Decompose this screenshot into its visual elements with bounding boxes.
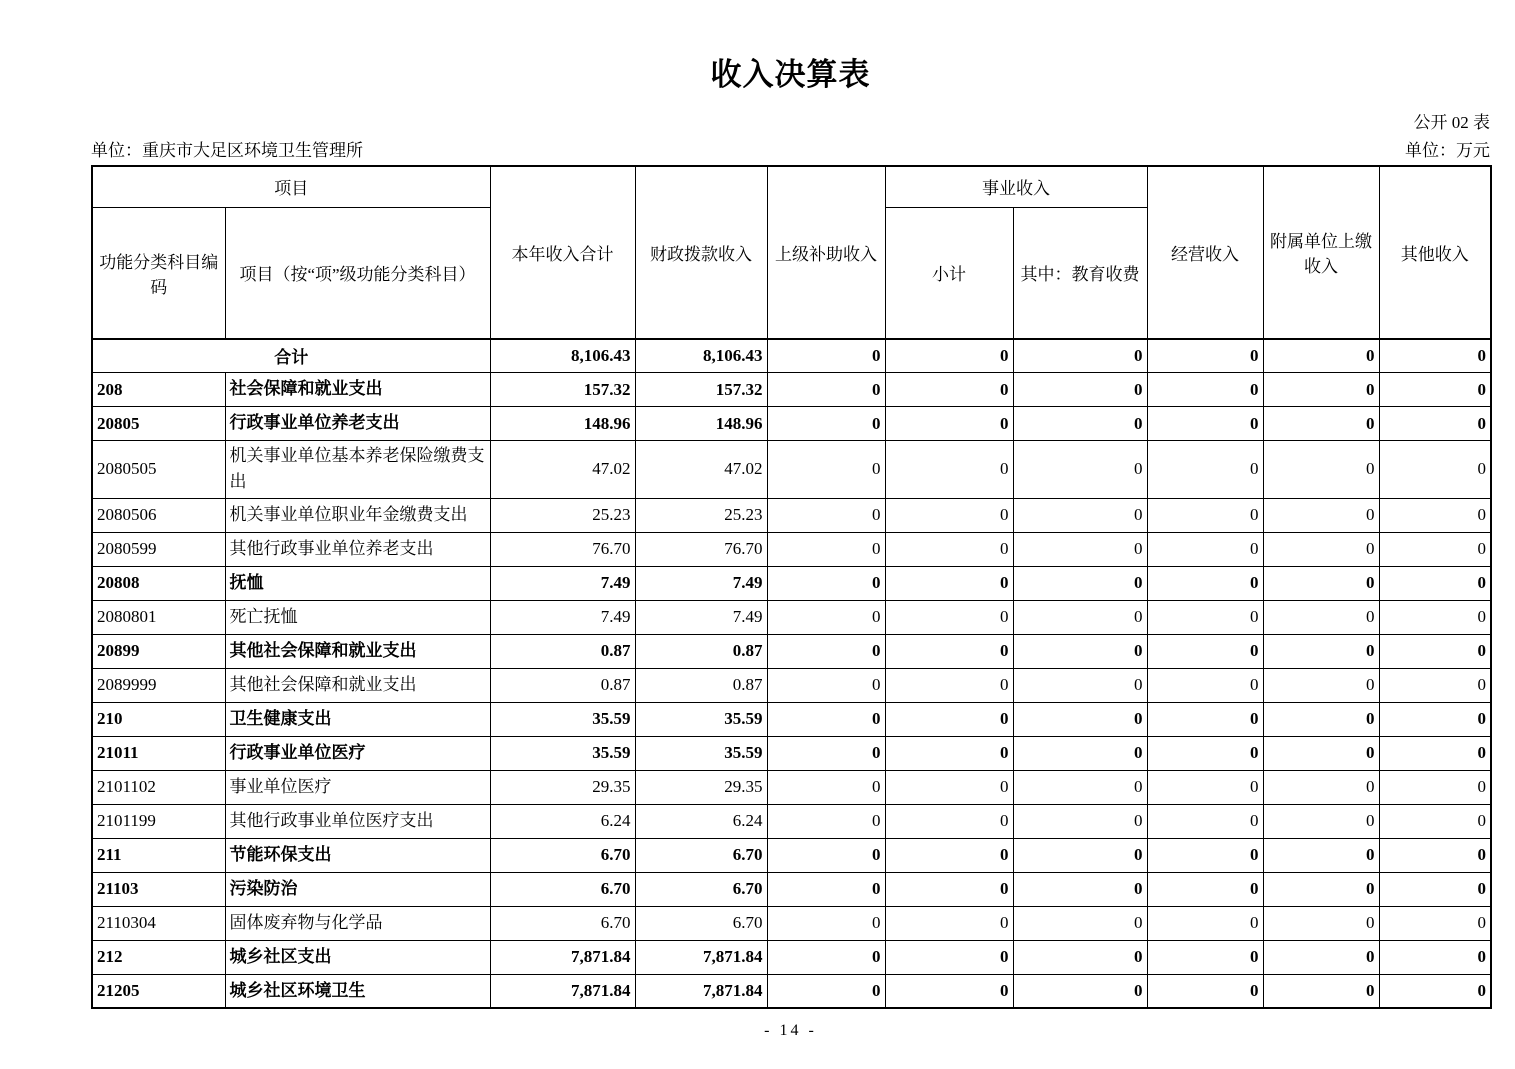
cell-operating-income: 0 [1147, 736, 1263, 770]
cell-superior-subsidy: 0 [767, 736, 885, 770]
cell-business-subtotal: 0 [885, 804, 1013, 838]
header-other-income: 其他收入 [1379, 166, 1491, 339]
cell-affiliated-income: 0 [1263, 441, 1379, 499]
cell-project-name: 机关事业单位职业年金缴费支出 [225, 498, 490, 532]
cell-fiscal-allocation: 157.32 [635, 373, 767, 407]
cell-other-income: 0 [1379, 566, 1491, 600]
cell-business-subtotal: 0 [885, 906, 1013, 940]
cell-function-code: 212 [92, 940, 225, 974]
cell-superior-subsidy: 0 [767, 872, 885, 906]
cell-affiliated-income: 0 [1263, 600, 1379, 634]
cell-total-income: 7,871.84 [490, 974, 635, 1008]
cell-function-code: 21011 [92, 736, 225, 770]
cell-operating-income: 0 [1147, 600, 1263, 634]
cell-function-code: 21103 [92, 872, 225, 906]
cell-operating-income: 0 [1147, 634, 1263, 668]
cell-business-subtotal: 0 [885, 600, 1013, 634]
cell-fiscal-allocation: 7.49 [635, 566, 767, 600]
cell-operating-income: 0 [1147, 702, 1263, 736]
cell-other-income: 0 [1379, 373, 1491, 407]
cell-fiscal-allocation: 7.49 [635, 600, 767, 634]
cell-total-income: 35.59 [490, 736, 635, 770]
table-row [92, 940, 1491, 974]
cell-education-fees: 0 [1013, 634, 1147, 668]
cell-project-name: 事业单位医疗 [225, 770, 490, 804]
header-subtotal: 小计 [885, 208, 1013, 339]
cell-other-income: 0 [1379, 872, 1491, 906]
cell-function-code: 2080506 [92, 498, 225, 532]
cell-operating-income: 0 [1147, 498, 1263, 532]
cell-superior-subsidy: 0 [767, 566, 885, 600]
cell-education-fees: 0 [1013, 736, 1147, 770]
cell-fiscal-allocation: 0.87 [635, 634, 767, 668]
cell-affiliated-income: 0 [1263, 634, 1379, 668]
cell-affiliated-income: 0 [1263, 736, 1379, 770]
cell-other-income: 0 [1379, 441, 1491, 499]
page-title: 收入决算表 [710, 57, 871, 92]
cell-project-name: 死亡抚恤 [225, 600, 490, 634]
cell-total-income: 0.87 [490, 668, 635, 702]
cell-project-name: 城乡社区支出 [225, 940, 490, 974]
cell-other-income: 0 [1379, 634, 1491, 668]
cell-other-income: 0 [1379, 736, 1491, 770]
cell-other-income: 0 [1379, 498, 1491, 532]
cell-function-code: 211 [92, 838, 225, 872]
cell-business-subtotal: 0 [885, 668, 1013, 702]
cell-function-code: 208 [92, 373, 225, 407]
cell-operating-income: 0 [1147, 532, 1263, 566]
org-label: 单位：重庆市大足区环境卫生管理所 [91, 141, 363, 161]
cell-fiscal-allocation: 6.70 [635, 906, 767, 940]
cell-business-subtotal: 0 [885, 770, 1013, 804]
revenue-final-accounts-table [91, 165, 1492, 1010]
cell-function-code: 2080801 [92, 600, 225, 634]
cell-education-fees: 0 [1013, 373, 1147, 407]
cell-project-name: 行政事业单位养老支出 [225, 407, 490, 441]
cell-operating-income: 0 [1147, 566, 1263, 600]
cell-operating-income: 0 [1147, 441, 1263, 499]
cell-affiliated-income: 0 [1263, 407, 1379, 441]
table-header [92, 166, 1491, 339]
cell-function-code: 20899 [92, 634, 225, 668]
cell-education-fees: 0 [1013, 600, 1147, 634]
cell-education-fees: 0 [1013, 441, 1147, 499]
cell-superior-subsidy: 0 [767, 906, 885, 940]
cell-project-name: 其他社会保障和就业支出 [225, 634, 490, 668]
cell-education-fees: 0 [1013, 906, 1147, 940]
cell-education-fees: 0 [1013, 702, 1147, 736]
cell-operating-income: 0 [1147, 804, 1263, 838]
cell-total-income: 6.70 [490, 838, 635, 872]
cell-fiscal-allocation: 0.87 [635, 668, 767, 702]
cell-other-income: 0 [1379, 702, 1491, 736]
cell-project-name: 污染防治 [225, 872, 490, 906]
cell-fiscal-allocation: 148.96 [635, 407, 767, 441]
cell-fiscal-allocation: 47.02 [635, 441, 767, 499]
cell-fiscal-allocation: 8,106.43 [635, 339, 767, 373]
cell-affiliated-income: 0 [1263, 872, 1379, 906]
cell-superior-subsidy: 0 [767, 770, 885, 804]
cell-education-fees: 0 [1013, 770, 1147, 804]
cell-affiliated-income: 0 [1263, 940, 1379, 974]
cell-fiscal-allocation: 6.70 [635, 838, 767, 872]
cell-superior-subsidy: 0 [767, 668, 885, 702]
cell-superior-subsidy: 0 [767, 532, 885, 566]
cell-total-income: 6.70 [490, 872, 635, 906]
cell-function-code: 21205 [92, 974, 225, 1008]
cell-project-name: 其他行政事业单位医疗支出 [225, 804, 490, 838]
cell-business-subtotal: 0 [885, 532, 1013, 566]
cell-superior-subsidy: 0 [767, 804, 885, 838]
header-operating-income: 经营收入 [1147, 166, 1263, 339]
cell-education-fees: 0 [1013, 566, 1147, 600]
cell-superior-subsidy: 0 [767, 600, 885, 634]
cell-business-subtotal: 0 [885, 339, 1013, 373]
cell-business-subtotal: 0 [885, 566, 1013, 600]
cell-total-income: 76.70 [490, 532, 635, 566]
header-affiliated-units-income: 附属单位上缴收入 [1263, 166, 1379, 339]
cell-other-income: 0 [1379, 339, 1491, 373]
cell-operating-income: 0 [1147, 770, 1263, 804]
page-number: - 14 - [764, 1022, 817, 1040]
cell-project-name: 其他行政事业单位养老支出 [225, 532, 490, 566]
cell-operating-income: 0 [1147, 373, 1263, 407]
total-row [92, 339, 1491, 373]
cell-total-income: 7.49 [490, 566, 635, 600]
table-row [92, 532, 1491, 566]
header-function-code: 功能分类科目编码 [92, 208, 225, 339]
cell-business-subtotal: 0 [885, 974, 1013, 1008]
cell-other-income: 0 [1379, 804, 1491, 838]
cell-business-subtotal: 0 [885, 736, 1013, 770]
cell-total-income: 7,871.84 [490, 940, 635, 974]
cell-superior-subsidy: 0 [767, 634, 885, 668]
table-row [92, 668, 1491, 702]
cell-project-name: 机关事业单位基本养老保险缴费支出 [225, 441, 490, 499]
cell-project-name: 卫生健康支出 [225, 702, 490, 736]
unit-label: 单位：万元 [1405, 141, 1490, 161]
cell-business-subtotal: 0 [885, 702, 1013, 736]
table-row [92, 407, 1491, 441]
cell-affiliated-income: 0 [1263, 668, 1379, 702]
table-row [92, 600, 1491, 634]
cell-education-fees: 0 [1013, 532, 1147, 566]
table-row [92, 872, 1491, 906]
cell-education-fees: 0 [1013, 872, 1147, 906]
cell-project-name: 社会保障和就业支出 [225, 373, 490, 407]
table-row [92, 736, 1491, 770]
table-row [92, 838, 1491, 872]
cell-fiscal-allocation: 7,871.84 [635, 974, 767, 1008]
table-row [92, 634, 1491, 668]
table-row [92, 373, 1491, 407]
cell-other-income: 0 [1379, 600, 1491, 634]
cell-business-subtotal: 0 [885, 373, 1013, 407]
cell-business-subtotal: 0 [885, 407, 1013, 441]
table-row [92, 804, 1491, 838]
cell-superior-subsidy: 0 [767, 974, 885, 1008]
cell-education-fees: 0 [1013, 668, 1147, 702]
cell-affiliated-income: 0 [1263, 804, 1379, 838]
cell-business-subtotal: 0 [885, 940, 1013, 974]
cell-function-code: 2089999 [92, 668, 225, 702]
header-total-income: 本年收入合计 [490, 166, 635, 339]
table-code-label: 公开 02 表 [1413, 112, 1490, 132]
cell-project-name: 行政事业单位医疗 [225, 736, 490, 770]
cell-business-subtotal: 0 [885, 872, 1013, 906]
cell-other-income: 0 [1379, 974, 1491, 1008]
cell-fiscal-allocation: 76.70 [635, 532, 767, 566]
cell-affiliated-income: 0 [1263, 532, 1379, 566]
cell-function-code: 2101199 [92, 804, 225, 838]
cell-function-code: 2110304 [92, 906, 225, 940]
cell-business-subtotal: 0 [885, 838, 1013, 872]
cell-total-income: 35.59 [490, 702, 635, 736]
cell-project-name: 城乡社区环境卫生 [225, 974, 490, 1008]
cell-operating-income: 0 [1147, 940, 1263, 974]
cell-total-income: 7.49 [490, 600, 635, 634]
cell-education-fees: 0 [1013, 498, 1147, 532]
cell-superior-subsidy: 0 [767, 838, 885, 872]
cell-project-name: 其他社会保障和就业支出 [225, 668, 490, 702]
meta-row [91, 141, 1490, 161]
cell-affiliated-income: 0 [1263, 339, 1379, 373]
cell-function-code: 2080505 [92, 441, 225, 499]
cell-total-income: 8,106.43 [490, 339, 635, 373]
table-row [92, 974, 1491, 1008]
cell-business-subtotal: 0 [885, 441, 1013, 499]
cell-operating-income: 0 [1147, 407, 1263, 441]
table-row [92, 770, 1491, 804]
cell-operating-income: 0 [1147, 906, 1263, 940]
cell-superior-subsidy: 0 [767, 407, 885, 441]
header-project-group: 项目 [92, 166, 490, 208]
cell-total-income: 25.23 [490, 498, 635, 532]
cell-fiscal-allocation: 6.24 [635, 804, 767, 838]
header-project-item: 项目（按“项”级功能分类科目） [225, 208, 490, 339]
cell-total-income: 29.35 [490, 770, 635, 804]
cell-operating-income: 0 [1147, 974, 1263, 1008]
table-row [92, 906, 1491, 940]
cell-affiliated-income: 0 [1263, 566, 1379, 600]
cell-project-name: 抚恤 [225, 566, 490, 600]
cell-superior-subsidy: 0 [767, 940, 885, 974]
cell-fiscal-allocation: 29.35 [635, 770, 767, 804]
cell-superior-subsidy: 0 [767, 441, 885, 499]
cell-total-income: 0.87 [490, 634, 635, 668]
document-page [91, 0, 1490, 1040]
cell-education-fees: 0 [1013, 407, 1147, 441]
table-row [92, 441, 1491, 499]
cell-affiliated-income: 0 [1263, 498, 1379, 532]
table-row [92, 566, 1491, 600]
cell-other-income: 0 [1379, 532, 1491, 566]
table-row [92, 702, 1491, 736]
cell-function-code: 20808 [92, 566, 225, 600]
cell-operating-income: 0 [1147, 668, 1263, 702]
cell-affiliated-income: 0 [1263, 838, 1379, 872]
cell-function-code: 20805 [92, 407, 225, 441]
cell-affiliated-income: 0 [1263, 770, 1379, 804]
cell-education-fees: 0 [1013, 940, 1147, 974]
cell-education-fees: 0 [1013, 974, 1147, 1008]
cell-business-subtotal: 0 [885, 634, 1013, 668]
table-row [92, 498, 1491, 532]
cell-project-name: 节能环保支出 [225, 838, 490, 872]
cell-affiliated-income: 0 [1263, 702, 1379, 736]
cell-other-income: 0 [1379, 668, 1491, 702]
cell-fiscal-allocation: 35.59 [635, 702, 767, 736]
cell-total-label: 合计 [92, 339, 490, 373]
cell-other-income: 0 [1379, 838, 1491, 872]
cell-superior-subsidy: 0 [767, 373, 885, 407]
cell-fiscal-allocation: 25.23 [635, 498, 767, 532]
header-fiscal-allocation-income: 财政拨款收入 [635, 166, 767, 339]
cell-education-fees: 0 [1013, 838, 1147, 872]
cell-superior-subsidy: 0 [767, 702, 885, 736]
cell-affiliated-income: 0 [1263, 373, 1379, 407]
cell-superior-subsidy: 0 [767, 498, 885, 532]
cell-other-income: 0 [1379, 940, 1491, 974]
header-business-income-group: 事业收入 [885, 166, 1147, 208]
table-body [92, 339, 1491, 1009]
cell-operating-income: 0 [1147, 339, 1263, 373]
cell-business-subtotal: 0 [885, 498, 1013, 532]
header-education-fees: 其中：教育收费 [1013, 208, 1147, 339]
cell-fiscal-allocation: 6.70 [635, 872, 767, 906]
cell-total-income: 6.24 [490, 804, 635, 838]
cell-affiliated-income: 0 [1263, 974, 1379, 1008]
cell-education-fees: 0 [1013, 339, 1147, 373]
cell-total-income: 6.70 [490, 906, 635, 940]
cell-function-code: 210 [92, 702, 225, 736]
cell-other-income: 0 [1379, 906, 1491, 940]
cell-operating-income: 0 [1147, 838, 1263, 872]
cell-total-income: 157.32 [490, 373, 635, 407]
cell-function-code: 2101102 [92, 770, 225, 804]
cell-affiliated-income: 0 [1263, 906, 1379, 940]
cell-other-income: 0 [1379, 407, 1491, 441]
cell-education-fees: 0 [1013, 804, 1147, 838]
cell-fiscal-allocation: 7,871.84 [635, 940, 767, 974]
cell-fiscal-allocation: 35.59 [635, 736, 767, 770]
cell-function-code: 2080599 [92, 532, 225, 566]
cell-operating-income: 0 [1147, 872, 1263, 906]
cell-superior-subsidy: 0 [767, 339, 885, 373]
cell-total-income: 47.02 [490, 441, 635, 499]
cell-project-name: 固体废弃物与化学品 [225, 906, 490, 940]
header-superior-subsidy-income: 上级补助收入 [767, 166, 885, 339]
cell-other-income: 0 [1379, 770, 1491, 804]
cell-total-income: 148.96 [490, 407, 635, 441]
